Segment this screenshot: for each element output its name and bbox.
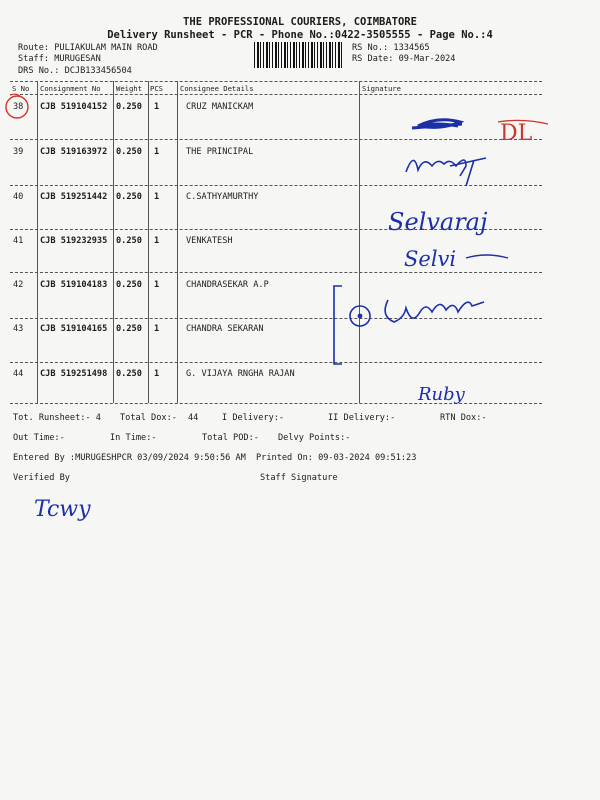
signature-scribble-38 [412,120,462,128]
row-consignment: CJB 519232935 [40,236,108,246]
col-header-weight: Weight [116,84,142,93]
total-pod: Total POD:- [202,433,259,443]
rtn-dox: RTN Dox:- [440,413,487,423]
sno-circle-mark [6,96,28,118]
row-pcs: 1 [154,147,160,157]
row-weight: 0.250 [116,324,142,334]
row-weight: 0.250 [116,147,142,157]
ii-delivery: II Delivery:- [328,413,396,423]
delvy-points: Delvy Points:- [278,433,351,443]
in-time: In Time:- [110,433,157,443]
row-consignment: CJB 519163972 [40,147,108,157]
row-pcs: 1 [154,102,160,112]
row-consignment: CJB 519104165 [40,324,108,334]
rs-date: RS Date: 09-Mar-2024 [352,54,456,64]
row-pcs: 1 [154,192,160,202]
tot-runsheet: Tot. Runsheet:- 4 [13,413,101,423]
row-sno: 41 [13,236,24,246]
bracket-mark [334,286,342,364]
staff-signature-label: Staff Signature [260,473,338,483]
row-sno: 40 [13,192,24,202]
total-dox-value: 44 [188,413,199,423]
row-weight: 0.250 [116,102,142,112]
row-consignment: CJB 519104152 [40,102,108,112]
row-pcs: 1 [154,369,160,379]
row-consignment: CJB 519104183 [40,280,108,290]
row-weight: 0.250 [116,192,142,202]
row-sno: 42 [13,280,24,290]
circle-dot [358,314,363,319]
drs-number: DRS No.: DCJB133456504 [18,66,132,76]
col-header-sno: S No [12,84,30,93]
runsheet-subtitle: Delivery Runsheet - PCR - Phone No.:0422-3505555 - Page No.:4 [107,29,493,41]
entered-by: Entered By :MURUGESHPCR 03/09/2024 9:50:56 AM [13,453,246,463]
row-consignment: CJB 519251442 [40,192,108,202]
signature-39 [406,158,486,186]
signature-41-tail [466,255,508,258]
row-weight: 0.250 [116,369,142,379]
company-title: THE PROFESSIONAL COURIERS, COIMBATORE [183,16,417,28]
col-header-consignment: Consignment No [40,84,101,93]
printed-on: Printed On: 09-03-2024 09:51:23 [256,453,417,463]
staff-text: Staff: MURUGESAN [18,54,101,64]
dl-mark: DL [500,121,533,146]
signature-40: Selvaraj [388,208,488,236]
row-consignee: CRUZ MANICKAM [186,102,254,112]
verified-signature: Tcwy [34,497,91,522]
row-consignee: THE PRINCIPAL [186,147,254,157]
verified-by-label: Verified By [13,473,70,483]
row-consignee: CHANDRASEKAR A.P [186,280,269,290]
row-pcs: 1 [154,280,160,290]
i-delivery: I Delivery:- [222,413,285,423]
signature-44: Ruby [418,384,465,405]
row-pcs: 1 [154,324,160,334]
row-consignee: VENKATESH [186,236,233,246]
row-sno: 44 [13,369,24,379]
row-weight: 0.250 [116,236,142,246]
row-sno: 43 [13,324,24,334]
out-time: Out Time:- [13,433,65,443]
row-sno: 39 [13,147,24,157]
row-consignment: CJB 519251498 [40,369,108,379]
col-header-pcs: PCS [150,84,163,93]
col-header-signature: Signature [362,84,401,93]
row-pcs: 1 [154,236,160,246]
rs-number: RS No.: 1334565 [352,43,430,53]
col-header-consignee: Consignee Details [180,84,254,93]
row-sno: 38 [13,102,24,112]
row-consignee: C.SATHYAMURTHY [186,192,259,202]
row-consignee: CHANDRA SEKARAN [186,324,264,334]
signature-41: Selvi [404,247,457,271]
total-dox-label: Total Dox:- [120,413,177,423]
row-consignee: G. VIJAYA RNGHA RAJAN [186,369,295,379]
route-text: Route: PULIAKULAM MAIN ROAD [18,43,158,53]
signature-42 [385,300,484,322]
row-weight: 0.250 [116,280,142,290]
